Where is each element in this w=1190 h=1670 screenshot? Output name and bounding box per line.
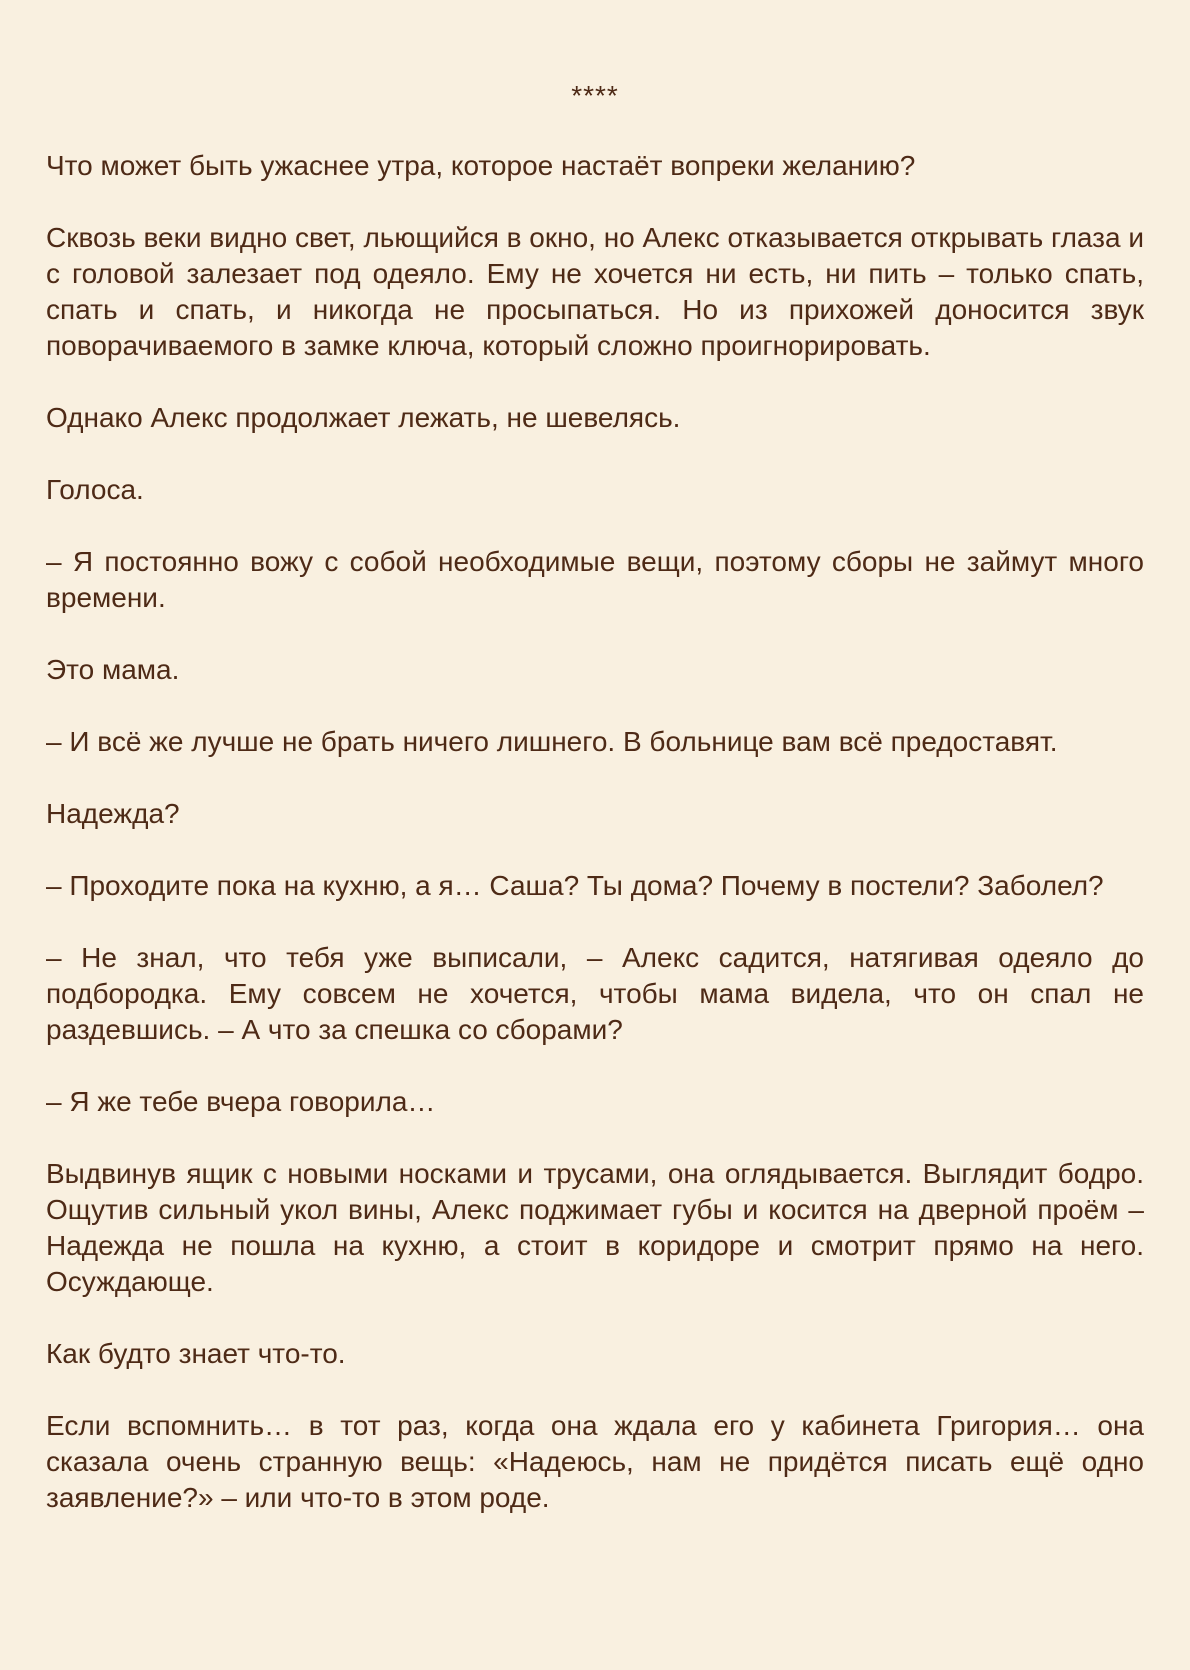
- paragraph-6: Это мама.: [46, 654, 180, 685]
- section-separator: ****: [571, 80, 619, 111]
- paragraph-4: Голоса.: [46, 474, 144, 505]
- paragraph-12: Выдвинув ящик с новыми носками и трусами, она оглядывается. Выглядит бодро. Ощутив сильный укол вины, Алекс поджимает губы и косится на дверной проём – Надежда не пошла на кухню, а стоит в коридоре и смотрит прямо на него. Осуждающе.: [46, 1158, 1144, 1297]
- paragraph-2: Сквозь веки видно свет, льющийся в окно, но Алекс отказывается открывать глаза и с головой залезает под одеяло. Ему не хочется ни есть, ни пить – только спать, спать и спать, и никогда не просыпаться. Но из прихожей доносится звук поворачиваемого в замке ключа, который сложно проигнорировать.: [46, 222, 1145, 361]
- paragraph-11: – Я же тебе вчера говорила…: [46, 1086, 436, 1117]
- paragraph-3: Однако Алекс продолжает лежать, не шевелясь.: [46, 402, 681, 433]
- paragraph-14: Если вспомнить… в тот раз, когда она ждала его у кабинета Григория… она сказала очень странную вещь: «Надеюсь, нам не придётся писать ещё одно заявление?» – или что-то в этом роде.: [46, 1410, 1144, 1513]
- paragraph-10: – Не знал, что тебя уже выписали, – Алекс садится, натягивая одеяло до подбородка. Ему совсем не хочется, чтобы мама видела, что он спал не раздевшись. – А что за спешка со сборами?: [46, 942, 1144, 1045]
- paragraph-8: Надежда?: [46, 798, 180, 829]
- paragraph-7: – И всё же лучше не брать ничего лишнего. В больнице вам всё предоставят.: [46, 726, 1058, 757]
- paragraph-1: Что может быть ужаснее утра, которое настаёт вопреки желанию?: [46, 150, 916, 181]
- paragraph-5: – Я постоянно вожу с собой необходимые вещи, поэтому сборы не займут много времени.: [46, 546, 1144, 613]
- paragraph-9: – Проходите пока на кухню, а я… Саша? Ты дома? Почему в постели? Заболел?: [46, 870, 1104, 901]
- paragraph-13: Как будто знает что-то.: [46, 1338, 346, 1369]
